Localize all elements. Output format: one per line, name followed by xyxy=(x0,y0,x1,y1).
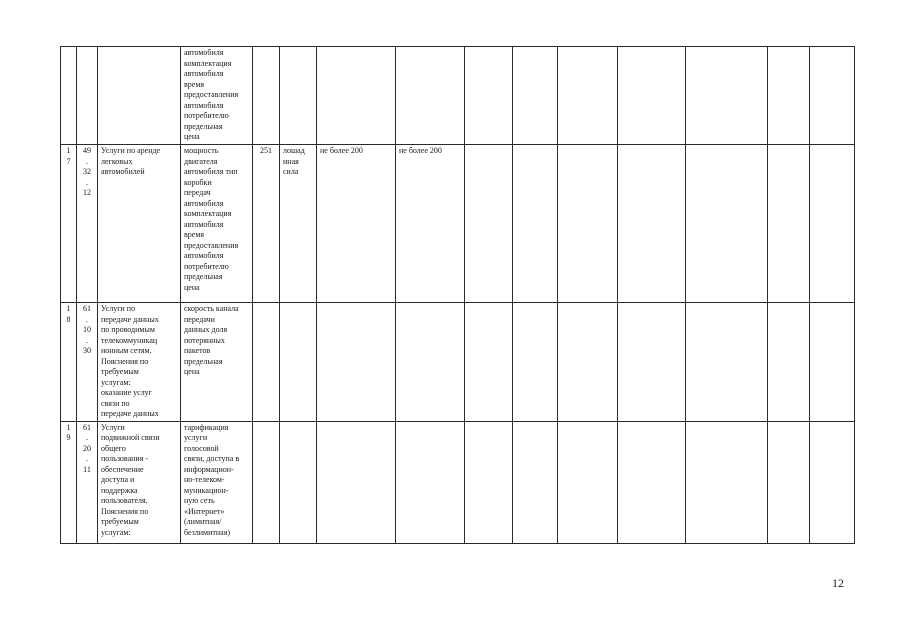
service-name-cell xyxy=(98,145,181,303)
requirements-table xyxy=(60,46,855,544)
empty-cell xyxy=(465,145,513,303)
table-row xyxy=(61,47,855,145)
empty-cell xyxy=(810,47,855,145)
empty-cell xyxy=(810,421,855,543)
characteristics-cell xyxy=(181,303,253,422)
okpd-code-cell xyxy=(77,47,98,145)
unit-name-cell xyxy=(280,47,317,145)
empty-cell xyxy=(465,303,513,422)
okpd-code: 61 . 20 . 11 xyxy=(83,422,91,474)
value-proposed-cell xyxy=(396,145,465,303)
okpd-code-cell xyxy=(77,145,98,303)
empty-cell xyxy=(618,421,686,543)
service-name-cell xyxy=(98,421,181,543)
empty-cell xyxy=(768,145,810,303)
table-row xyxy=(61,145,855,303)
empty-cell xyxy=(465,421,513,543)
empty-cell xyxy=(686,47,768,145)
empty-cell xyxy=(558,421,618,543)
page-number: 12 xyxy=(832,576,844,590)
empty-cell xyxy=(686,303,768,422)
characteristics: скорость канала передачи данных доля потерянных пакетов предельная цена xyxy=(184,304,239,376)
empty-cell xyxy=(768,303,810,422)
okpd-code-cell xyxy=(77,421,98,543)
okei-code-cell xyxy=(253,303,280,422)
empty-cell xyxy=(768,421,810,543)
characteristics-cell xyxy=(181,47,253,145)
characteristics: автомобиля комплектация автомобиля время предоставления автомобиля потребителю предельная цена xyxy=(184,48,239,141)
empty-cell xyxy=(513,145,558,303)
empty-cell xyxy=(686,421,768,543)
unit-name: лошад иная сила xyxy=(283,146,305,176)
unit-name-cell xyxy=(280,303,317,422)
empty-cell xyxy=(810,145,855,303)
value-approved-cell xyxy=(317,421,396,543)
empty-cell xyxy=(618,145,686,303)
empty-cell xyxy=(618,303,686,422)
service-name: Услуги по передаче данных по проводимым телекоммуникац ионным сетям. Пояснения по требуемым услугам: оказание услуг связи по передаче данных xyxy=(101,304,159,418)
service-name-cell xyxy=(98,303,181,422)
empty-cell xyxy=(513,303,558,422)
table-body xyxy=(61,47,855,544)
empty-cell xyxy=(810,303,855,422)
empty-cell xyxy=(558,303,618,422)
okei-code-cell xyxy=(253,47,280,145)
value-proposed: не более 200 xyxy=(399,146,442,155)
empty-cell xyxy=(513,421,558,543)
okei-code: 251 xyxy=(260,146,272,155)
value-proposed-cell xyxy=(396,303,465,422)
row-number-cell xyxy=(61,421,77,543)
okei-code-cell xyxy=(253,421,280,543)
row-number-cell xyxy=(61,303,77,422)
empty-cell xyxy=(686,145,768,303)
value-proposed-cell xyxy=(396,421,465,543)
okpd-code-cell xyxy=(77,303,98,422)
empty-cell xyxy=(465,47,513,145)
row-number: 1 7 xyxy=(66,146,71,166)
row-number-cell xyxy=(61,145,77,303)
empty-cell xyxy=(513,47,558,145)
service-name-cell xyxy=(98,47,181,145)
unit-name-cell xyxy=(280,145,317,303)
empty-cell xyxy=(558,145,618,303)
value-approved-cell xyxy=(317,303,396,422)
value-approved: не более 200 xyxy=(320,146,363,155)
value-proposed-cell xyxy=(396,47,465,145)
value-approved-cell xyxy=(317,145,396,303)
characteristics-cell xyxy=(181,145,253,303)
service-name: Услуги подвижной связи общего пользования - обеспечение доступа и поддержка пользователя. Пояснения по требуемым услугам: xyxy=(101,422,160,537)
table-row xyxy=(61,421,855,543)
table-row xyxy=(61,303,855,422)
characteristics: мощность двигателя автомобиля тип коробки передач автомобиля комплектация автомобиля время предоставления автомобиля потребителю предельная цена xyxy=(184,146,239,292)
unit-name-cell xyxy=(280,421,317,543)
value-approved-cell xyxy=(317,47,396,145)
row-number: 1 9 xyxy=(66,422,71,442)
empty-cell xyxy=(558,47,618,145)
characteristics: тарификация услуги голосовой связи, доступа в информацион- но-телеком- муникацион- ную сеть «Интернет» (лимитная/ безлимитная) xyxy=(184,422,240,537)
row-number: 1 8 xyxy=(66,304,71,324)
empty-cell xyxy=(618,47,686,145)
row-number-cell xyxy=(61,47,77,145)
characteristics-cell xyxy=(181,421,253,543)
empty-cell xyxy=(768,47,810,145)
okei-code-cell xyxy=(253,145,280,303)
service-name: Услуги по аренде легковых автомобилей xyxy=(101,146,161,176)
okpd-code: 49 . 32 . 12 xyxy=(83,146,91,197)
okpd-code: 61 . 10 . 30 xyxy=(83,304,91,355)
